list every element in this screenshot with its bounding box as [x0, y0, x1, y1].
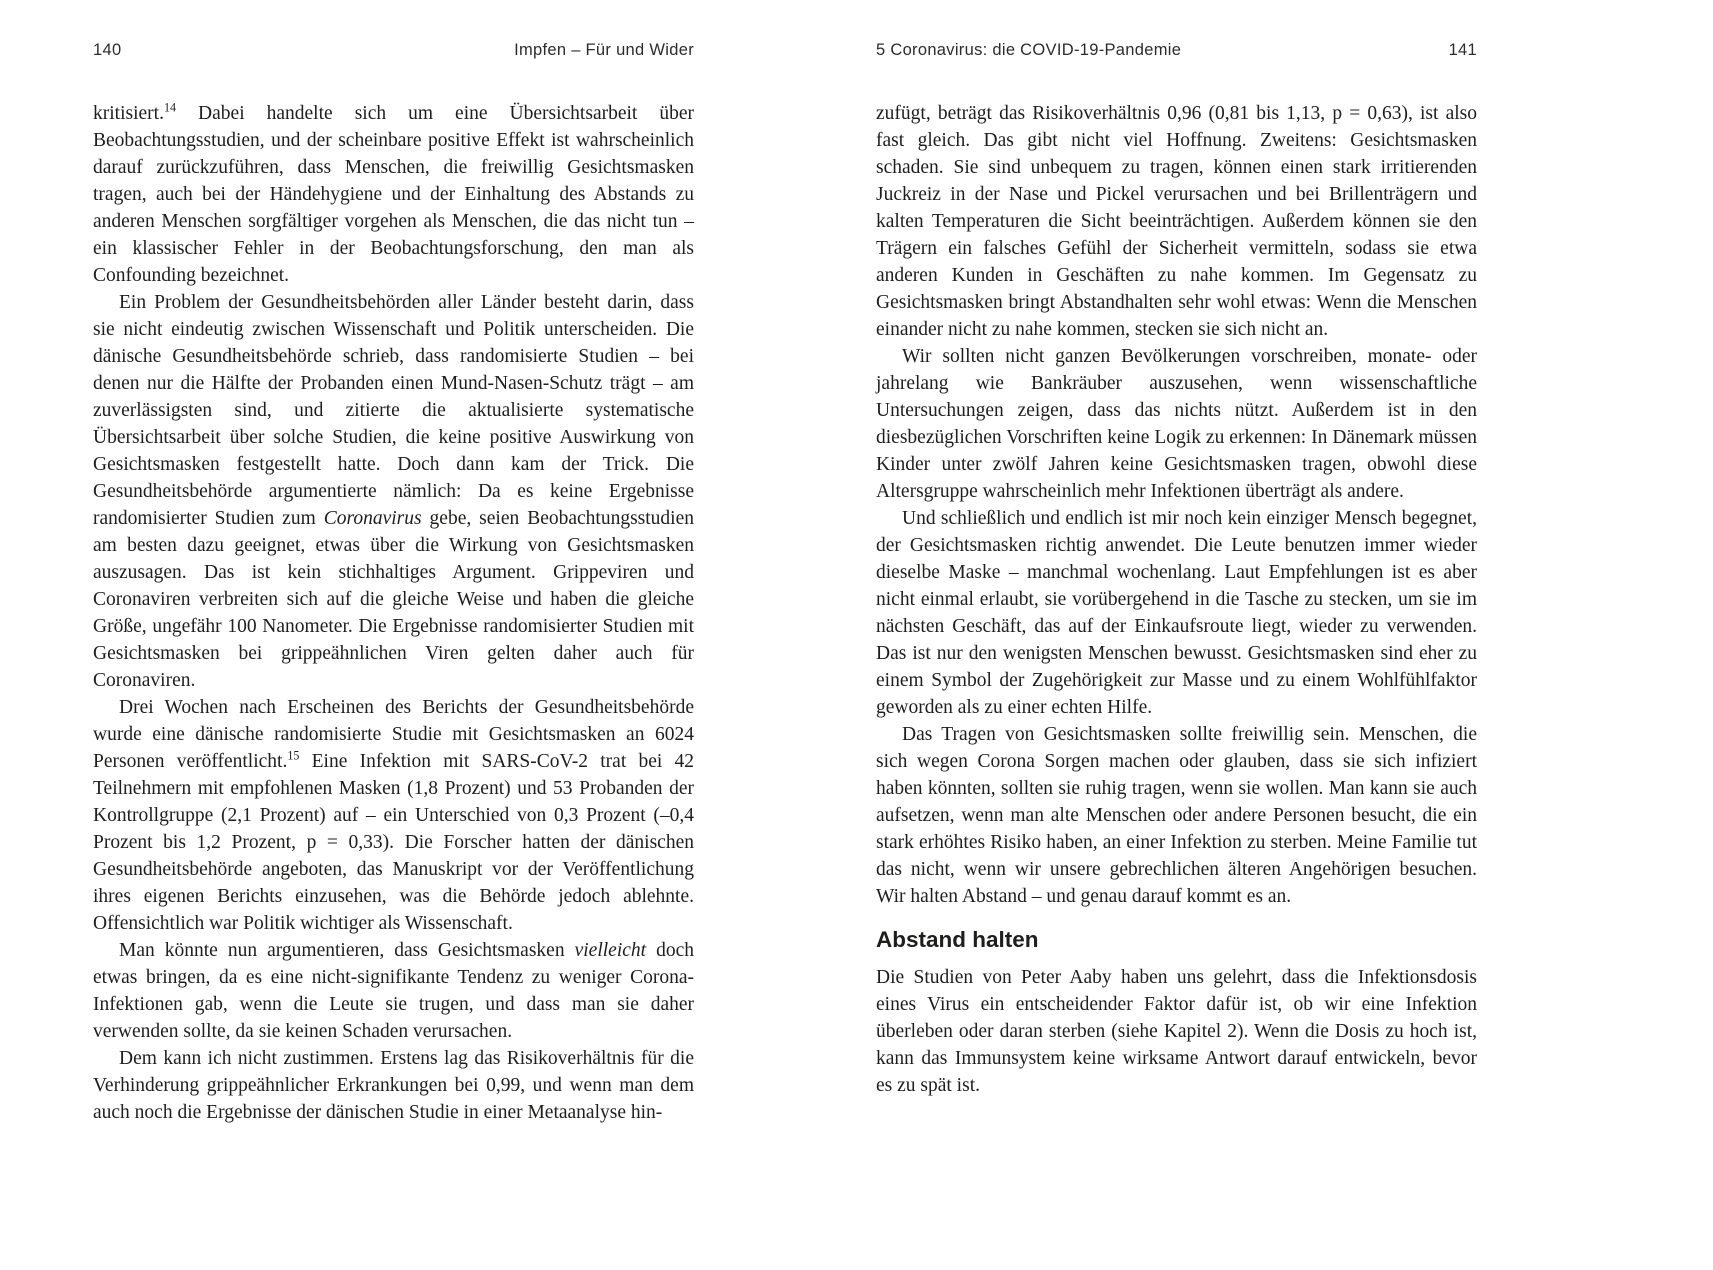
- paragraph: Ein Problem der Gesundheitsbehörden aller Länder besteht darin, dass sie nicht eindeutig zwischen Wissenschaft und Politik unterscheiden. Die dänische Gesundheitsbehörde schrieb, dass randomisierte Studien – bei denen nur die Hälfte der Probanden einen Mund-Nasen-Schutz trägt – am zuverlässigsten sind, und zitierte die aktualisierte systematische Übersichtsarbeit über solche Studien, die keine positive Auswirkung von Gesichtsmasken festgestellt hatte. Doch dann kam der Trick. Die Gesundheitsbehörde argumentierte nämlich: Da es keine Ergebnisse randomisierter Studien zum Coronavirus gebe, seien Beobachtungsstudien am besten dazu geeignet, etwas über die Wirkung von Gesichtsmasken auszusagen. Das ist kein stichhaltiges Argument. Grippeviren und Coronaviren verbreiten sich auf die gleiche Weise und haben die gleiche Größe, ungefähr 100 Nanometer. Die Ergebnisse randomisierter Studien mit Gesichtsmasken bei grippeähnlichen Viren gelten daher auch für Coronaviren.: [93, 292, 694, 691]
- running-header-left: [93, 41, 694, 61]
- running-head-right: 5 Coronavirus: die COVID-19-Pandemie: [876, 41, 1182, 59]
- paragraph: Das Tragen von Gesichtsmasken sollte freiwillig sein. Menschen, die sich wegen Corona Sorgen machen oder glauben, dass sie sich infiziert haben könnten, sollten sie ruhig tragen, wenn sie wollen. Man kann sie auch aufsetzen, wenn man alte Menschen oder andere Personen besucht, die ein stark erhöhtes Risiko haben, an einer Infektion zu sterben. Meine Familie tut das nicht, wenn wir unsere gebrechlichen älteren Angehörigen besuchen. Wir halten Abstand – und genau darauf kommt es an.: [876, 724, 1477, 907]
- emphasized-text: vielleicht: [574, 940, 647, 961]
- emphasized-text: Coronavirus: [323, 508, 422, 529]
- page-number-left: 140: [93, 41, 122, 59]
- paragraph: Die Studien von Peter Aaby haben uns gelehrt, dass die Infektionsdosis eines Virus ein entscheidender Faktor dafür ist, ob wir eine Infektion überleben oder daran sterben (siehe Kapitel 2). Wenn die Dosis zu hoch ist, kann das Immunsystem keine wirksame Antwort darauf entwickeln, bevor es zu spät ist.: [876, 967, 1477, 1096]
- paragraph: Man könnte nun argumentieren, dass Gesichtsmasken vielleicht doch etwas bringen, da es eine nicht-signifikante Tendenz zu weniger Corona-Infektionen gab, wenn die Leute sie trugen, und dass man sie daher verwenden sollte, da sie keinen Schaden verursachen.: [93, 940, 694, 1042]
- running-header-right: [876, 41, 1477, 61]
- running-head-left: Impfen – Für und Wider: [514, 41, 694, 59]
- section-heading: Abstand halten: [876, 927, 1039, 952]
- paragraph: kritisiert.$^{14}$ Dabei handelte sich um eine Übersichtsarbeit über Beobachtungsstudien, und der scheinbare positive Effekt ist wahrscheinlich darauf zurückzuführen, dass Menschen, die freiwillig Gesichtsmasken tragen, auch bei der Händehygiene und der Einhaltung des Abstands zu anderen Menschen sorgfältiger vorgehen als Menschen, die das nicht tun – ein klassischer Fehler in der Beobachtungsforschung, den man als Confounding bezeichnet.: [93, 100, 694, 286]
- paragraph: Und schließlich und endlich ist mir noch kein einziger Mensch begegnet, der Gesichtsmasken richtig anwendet. Die Leute benutzen immer wieder dieselbe Maske – manchmal wochenlang. Laut Empfehlungen ist es aber nicht einmal erlaubt, sie vorübergehend in die Tasche zu stecken, um sie im nächsten Geschäft, das auf der Einkaufsroute liegt, wieder zu verwenden. Das ist nur den wenigsten Menschen bewusst. Gesichtsmasken sind eher zu einem Symbol der Zugehörigkeit zur Masse und zu einem Wohlfühlfaktor geworden als zu einer echten Hilfe.: [876, 508, 1477, 718]
- paragraph: Dem kann ich nicht zustimmen. Erstens lag das Risikoverhältnis für die Verhinderung grippeähnlicher Erkrankungen bei 0,99, und wenn man dem auch noch die Ergebnisse der dänischen Studie in einer Metaanalyse hin-: [93, 1048, 694, 1123]
- page-right: [876, 0, 1477, 1099]
- paragraph: Wir sollten nicht ganzen Bevölkerungen vorschreiben, monate- oder jahrelang wie Bankräuber auszusehen, wenn wissenschaftliche Untersuchungen zeigen, dass das nichts nützt. Außerdem ist in den diesbezüglichen Vorschriften keine Logik zu erkennen: In Dänemark müssen Kinder unter zwölf Jahren keine Gesichtsmasken tragen, obwohl diese Altersgruppe wahrscheinlich mehr Infektionen überträgt als andere.: [876, 346, 1477, 502]
- page-body-left: [93, 100, 694, 1126]
- footnote-marker: 14: [163, 100, 177, 115]
- paragraph: zufügt, beträgt das Risikoverhältnis 0,96 (0,81 bis 1,13, p = 0,63), ist also fast gleich. Das gibt nicht viel Hoffnung. Zweitens: Gesichtsmasken schaden. Sie sind unbequem zu tragen, können einen stark irritierenden Juckreiz in der Nase und Pickel verursachen und bei Brillenträgern und kalten Temperaturen die Sicht beeinträchtigen. Außerdem können sie den Trägern ein falsches Gefühl der Sicherheit vermitteln, sodass sie etwa anderen Kunden in Geschäften zu nahe kommen. Im Gegensatz zu Gesichtsmasken bringt Abstandhalten sehr wohl etwas: Wenn die Menschen einander nicht zu nahe kommen, stecken sie sich nicht an.: [876, 103, 1477, 340]
- page-body-right: [876, 100, 1477, 1099]
- footnote-marker: 15: [287, 748, 300, 763]
- page-left: [93, 0, 694, 1126]
- page-number-right: 141: [1448, 41, 1477, 59]
- paragraph: Drei Wochen nach Erscheinen des Berichts der Gesundheitsbehörde wurde eine dänische randomisierte Studie mit Gesichtsmasken an 6024 Personen veröffentlicht.$^{15}$ Eine Infektion mit SARS-CoV-2 trat bei 42 Teilnehmern mit empfohlenen Masken (1,8 Prozent) und 53 Probanden der Kontrollgruppe (2,1 Prozent) auf – ein Unterschied von 0,3 Prozent (–0,4 Prozent bis 1,2 Prozent, p = 0,33). Die Forscher hatten der dänischen Gesundheitsbehörde angeboten, das Manuskript vor der Veröffentlichung ihres eigenen Berichts einzusehen, was die Behörde jedoch ablehnte. Offensichtlich war Politik wichtiger als Wissenschaft.: [93, 697, 694, 934]
